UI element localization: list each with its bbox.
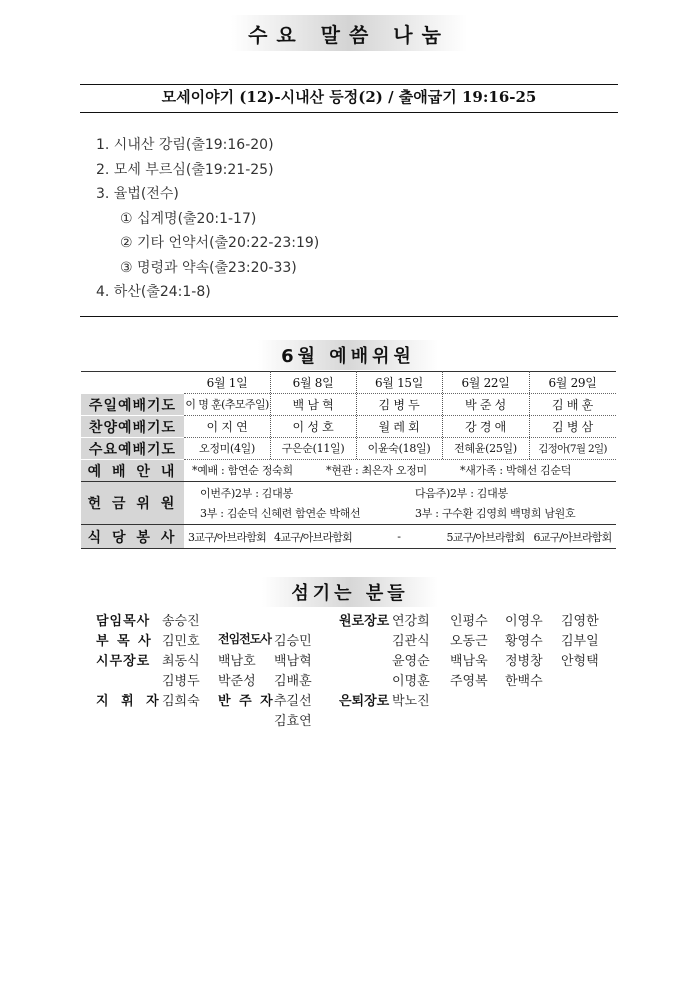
outline-subitem: ③ 명령과 약속(출23:20-33) — [120, 259, 297, 276]
schedule-cell: 백 남 혁 — [292, 397, 334, 412]
guide-item: *현관 : 최은자 오정미 — [326, 464, 427, 477]
page-title: 수요 말씀 나눔 — [231, 15, 467, 51]
role-retired-elder: 은퇴장로 — [339, 694, 390, 709]
offering-line: 다음주)2부 : 김대봉 — [415, 486, 508, 500]
schedule-cell: 이윤숙(18일) — [367, 442, 431, 455]
row-label-sunday-prayer: 주일예배기도 — [81, 394, 184, 415]
kitchen-cell: 3교구/아브라함회 — [188, 530, 266, 544]
kitchen-cell: 4교구/아브라함회 — [274, 530, 352, 544]
name-elder: 윤영순 — [392, 654, 430, 669]
date-header: 6월 29일 — [548, 375, 597, 390]
row-label-wednesday-prayer: 수요예배기도 — [81, 438, 184, 459]
outline-subitem: ① 십계명(출20:1-17) — [120, 210, 257, 227]
offering-line: 이번주)2부 : 김대봉 — [200, 486, 293, 500]
schedule-cell: 구은순(11일) — [281, 442, 345, 455]
row-label-guide: 예 배 안 내 — [81, 460, 184, 481]
name-evangelist: 김승민 — [274, 634, 312, 649]
schedule-cell: 박 준 성 — [465, 397, 506, 412]
name-senior-pastor: 송승진 — [162, 614, 200, 629]
servants-header: 섬기는 분들 — [262, 577, 438, 607]
schedule-cell: 이 명 훈(추모주일) — [185, 398, 269, 411]
name-elder: 인평수 — [450, 614, 488, 629]
schedule-cell: 이 지 연 — [206, 419, 248, 434]
date-header: 6월 22일 — [461, 375, 510, 390]
kitchen-cell: - — [397, 530, 401, 543]
schedule-cell: 전혜윤(25일) — [454, 442, 517, 455]
schedule-cell: 김 병 삼 — [552, 419, 593, 434]
name-conductor: 김희숙 — [162, 694, 200, 709]
name-associate-pastor: 김민호 — [162, 634, 200, 649]
outline-item: 4. 하산(출24:1-8) — [96, 284, 211, 300]
kitchen-cell: 6교구/아브라함회 — [533, 530, 612, 544]
row-label-offering: 헌 금 위 원 — [81, 482, 184, 524]
role-conductor: 지 휘 자 — [96, 694, 163, 709]
name-accompanist: 추길선 — [274, 694, 312, 709]
schedule-cell: 김 배 훈 — [552, 397, 593, 412]
name-elder: 이명훈 — [392, 674, 430, 689]
name-elder: 한백수 — [505, 674, 543, 689]
name-steward: 백남호 — [218, 654, 256, 669]
outline-item: 2. 모세 부르심(출19:21-25) — [96, 161, 274, 178]
name-elder: 황영수 — [505, 634, 543, 649]
schedule-cell: 김정아(7월 2일) — [538, 442, 607, 455]
schedule-cell: 김 병 두 — [378, 397, 420, 412]
name-elder: 김영한 — [561, 614, 599, 629]
sermon-heading: 모세이야기 (12)-시내산 등정(2) / 출애굽기 19:16-25 — [161, 88, 537, 106]
guide-item: *새가족 : 박해선 김순덕 — [460, 464, 572, 477]
schedule-cell: 월 레 회 — [378, 419, 420, 434]
outline-item: 3. 율법(전수) — [96, 186, 179, 202]
divider — [80, 84, 618, 85]
date-header: 6월 15일 — [374, 375, 424, 390]
row-label-praise-prayer: 찬양예배기도 — [81, 416, 184, 437]
row-label-kitchen: 식 당 봉 사 — [81, 525, 184, 548]
name-elder: 김부일 — [561, 634, 599, 649]
name-steward: 박준성 — [218, 674, 256, 689]
name-elder: 연강희 — [392, 614, 430, 629]
date-header: 6월 8일 — [292, 375, 334, 390]
kitchen-cell: 5교구/아브라함회 — [446, 530, 525, 544]
name-elder: 주영복 — [450, 674, 488, 689]
divider — [80, 316, 618, 317]
name-retired-elder: 박노진 — [392, 694, 430, 709]
name-elder: 안형택 — [561, 654, 599, 669]
schedule-cell: 오정미(4일) — [199, 442, 255, 455]
schedule-header: 6월 예배위원 — [258, 340, 438, 370]
name-steward: 김병두 — [162, 674, 200, 689]
schedule-cell: 강 경 애 — [465, 419, 506, 434]
offering-line: 3부 : 김순덕 신혜련 함연순 박해선 — [200, 506, 361, 520]
role-senior-pastor: 담임목사 — [96, 614, 151, 629]
name-elder: 백남욱 — [450, 654, 488, 669]
role-evangelist: 전임전도사 — [218, 632, 271, 646]
name-elder: 이영우 — [505, 614, 543, 629]
role-associate-pastor: 부 목 사 — [96, 634, 153, 649]
divider — [80, 112, 618, 113]
role-accompanist: 반 주 자 — [218, 694, 275, 709]
name-steward: 김배훈 — [274, 674, 312, 689]
sermon-outline — [96, 133, 319, 305]
name-elder: 정병창 — [505, 654, 543, 669]
name-elder: 오동근 — [450, 634, 488, 649]
name-steward: 최동식 — [162, 654, 200, 669]
name-steward: 백남혁 — [274, 654, 312, 669]
name-accompanist: 김효연 — [274, 714, 312, 729]
guide-item: *예배 : 함연순 정숙희 — [192, 464, 293, 477]
name-elder: 김관식 — [392, 634, 430, 649]
date-header: 6월 1일 — [206, 375, 248, 390]
role-stewards: 시무장로 — [96, 654, 151, 669]
role-elder-emeritus: 원로장로 — [339, 614, 390, 629]
schedule-cell: 이 성 호 — [292, 419, 334, 434]
outline-item: 1. 시내산 강림(출19:16-20) — [96, 137, 274, 153]
offering-line: 3부 : 구수환 김영희 백명희 남원호 — [415, 506, 576, 520]
outline-subitem: ② 기타 언약서(출20:22-23:19) — [120, 235, 320, 251]
